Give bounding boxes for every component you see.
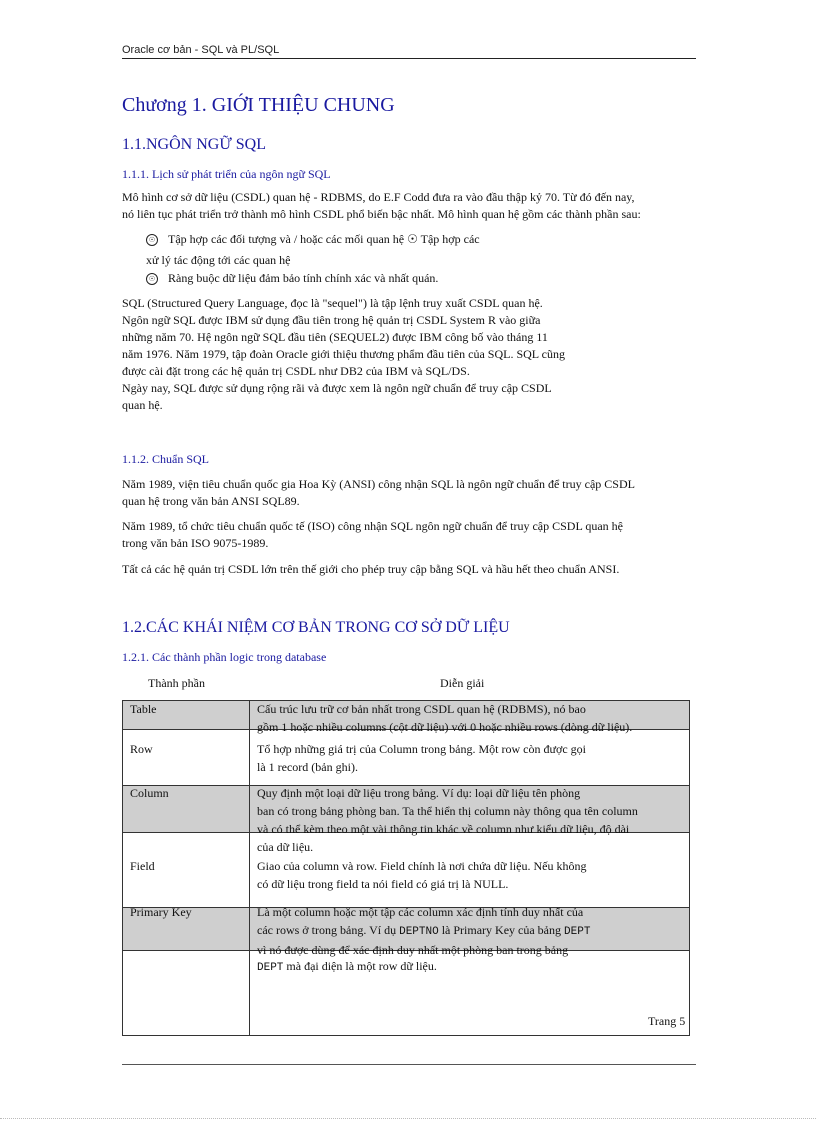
page-edge-dotted-line [0, 1118, 816, 1119]
paragraph-4-line-1: Năm 1989, tổ chức tiêu chuẩn quốc tế (ISO) công nhận SQL ngôn ngữ chuẩn để truy cập CSDL quan hệ [122, 519, 623, 533]
paragraph-2-line: những năm 70. Hệ ngôn ngữ SQL đầu tiên (SEQUEL2) được IBM công bố vào tháng 11 [122, 330, 548, 344]
table-row-desc-column [257, 784, 687, 856]
paragraph-2-line: năm 1976. Năm 1979, tập đoàn Oracle giới thiệu thương phẩm đầu tiên của SQL. SQL cũng [122, 347, 565, 361]
table-desc-line: gồm 1 hoặc nhiều columns (cột dữ liệu) với 0 hoặc nhiều rows (dòng dữ liệu). [257, 720, 633, 734]
table-row-label-row: Row [130, 742, 153, 756]
section-1-1-heading: 1.1.NGÔN NGỮ SQL [122, 136, 266, 153]
page-number: Trang 5 [648, 1014, 686, 1028]
code-deptno: DEPTNO [399, 926, 439, 938]
table-row-desc-primary-key-cont [257, 957, 437, 977]
table-desc-line: là 1 record (bản ghi). [257, 760, 358, 774]
paragraph-2-line: Ngôn ngữ SQL được IBM sử dụng đầu tiên trong hệ quản trị CSDL System R vào giữa [122, 313, 541, 327]
bullet-item-2-text: Ràng buộc dữ liệu đảm bảo tính chính xác và nhất quán. [168, 271, 439, 285]
table-desc-line [257, 921, 590, 941]
footer-rule [122, 1064, 696, 1065]
paragraph-5: Tất cả các hệ quản trị CSDL lớn trên thế giới cho phép truy cập bằng SQL và hầu hết theo chuẩn ANSI. [122, 562, 620, 576]
table-desc-line: vì nó được dùng để xác định duy nhất một phòng ban trong bảng [257, 943, 569, 957]
column-header-component: Thành phần [148, 676, 205, 690]
bullet-item-1 [146, 232, 480, 247]
paragraph-2-line: Ngày nay, SQL được sử dụng rộng rãi và được xem là ngôn ngữ chuẩn để truy cập CSDL [122, 381, 552, 395]
paragraph-2-line: quan hệ. [122, 398, 163, 412]
bullet-item-1-text: Tập hợp các đối tượng và / hoặc các mối quan hệ ☉ Tập hợp các [168, 232, 480, 246]
table-desc-line: Tổ hợp những giá trị của Column trong bảng. Một row còn được gọi [257, 742, 586, 756]
paragraph-2-line: SQL (Structured Query Language, đọc là "sequel") là tập lệnh truy xuất CSDL quan hệ. [122, 296, 543, 310]
section-1-1-2-heading: 1.1.2. Chuẩn SQL [122, 452, 209, 466]
table-desc-line: ban có trong bảng phòng ban. Ta thể hiển thị column này thông qua tên column [257, 804, 638, 818]
section-1-2-heading: 1.2.CÁC KHÁI NIỆM CƠ BẢN TRONG CƠ SỞ DỮ LIỆU [122, 619, 510, 636]
table-desc-line: của dữ liệu. [257, 840, 314, 854]
paragraph-2 [122, 295, 565, 414]
table-row-desc-table [257, 700, 632, 736]
paragraph-2-line: được cài đặt trong các hệ quản trị CSDL như DB2 của IBM và SQL/DS. [122, 364, 470, 378]
pk-text: mà đại diện là một row dữ liệu. [283, 959, 437, 973]
paragraph-1-line-2: nó liên tục phát triển trở thành mô hình CSDL phổ biến bậc nhất. Mô hình quan hệ gồm các thành phần sau: [122, 207, 641, 221]
table-row-desc-primary-key [257, 903, 590, 959]
table-row-label-primary-key: Primary Key [130, 905, 192, 919]
bullet-icon: ☉ [146, 273, 158, 285]
column-header-description: Diễn giải [440, 676, 485, 690]
table-row-label-column: Column [130, 786, 169, 800]
header-rule [122, 58, 696, 59]
table-row-desc-row [257, 740, 586, 776]
code-dept: DEPT [257, 962, 284, 974]
paragraph-1-line-1: Mô hình cơ sở dữ liệu (CSDL) quan hệ - RDBMS, do E.F Codd đưa ra vào đầu thập kỷ 70. Từ đó đến nay, [122, 190, 635, 204]
table-row-label-table: Table [130, 702, 157, 716]
pk-text: là Primary Key của bảng [438, 923, 565, 937]
bullet-item-1-continuation: xử lý tác động tới các quan hệ [146, 253, 291, 267]
page-header: Oracle cơ bản - SQL và PL/SQL [122, 44, 280, 56]
table-desc-line: Là một column hoặc một tập các column xác định tính duy nhất của [257, 905, 584, 919]
bullet-icon: ☉ [146, 234, 158, 246]
paragraph-3-line-1: Năm 1989, viện tiêu chuẩn quốc gia Hoa Kỳ (ANSI) công nhận SQL là ngôn ngữ chuẩn để truy cập CSDL [122, 477, 635, 491]
chapter-title: Chương 1. GIỚI THIỆU CHUNG [122, 94, 395, 116]
bullet-item-2 [146, 271, 438, 286]
pk-text: các rows ở trong bảng. Ví dụ [257, 923, 400, 937]
table-desc-line: Cấu trúc lưu trữ cơ bản nhất trong CSDL quan hệ (RDBMS), nó bao [257, 702, 586, 716]
table-desc-line: và có thể kèm theo một vài thông tin khác về column như kiểu dữ liệu, độ dài [257, 822, 630, 836]
paragraph-3-line-2: quan hệ trong văn bản ANSI SQL89. [122, 494, 300, 508]
table-row-desc-field [257, 857, 587, 893]
table-desc-line: Quy định một loại dữ liệu trong bảng. Ví dụ: loại dữ liệu tên phòng [257, 786, 581, 800]
section-1-2-1-heading: 1.2.1. Các thành phần logic trong database [122, 650, 327, 664]
paragraph-4-line-2: trong văn bản ISO 9075-1989. [122, 536, 269, 550]
section-1-1-1-heading: 1.1.1. Lịch sử phát triển của ngôn ngữ SQL [122, 167, 331, 181]
table-desc-line: Giao của column và row. Field chính là nơi chứa dữ liệu. Nếu không [257, 859, 587, 873]
code-dept: DEPT [564, 926, 591, 938]
table-cell [122, 950, 250, 1036]
table-desc-line: có dữ liệu trong field ta nói field có giá trị là NULL. [257, 877, 509, 891]
table-row-label-field: Field [130, 859, 155, 873]
